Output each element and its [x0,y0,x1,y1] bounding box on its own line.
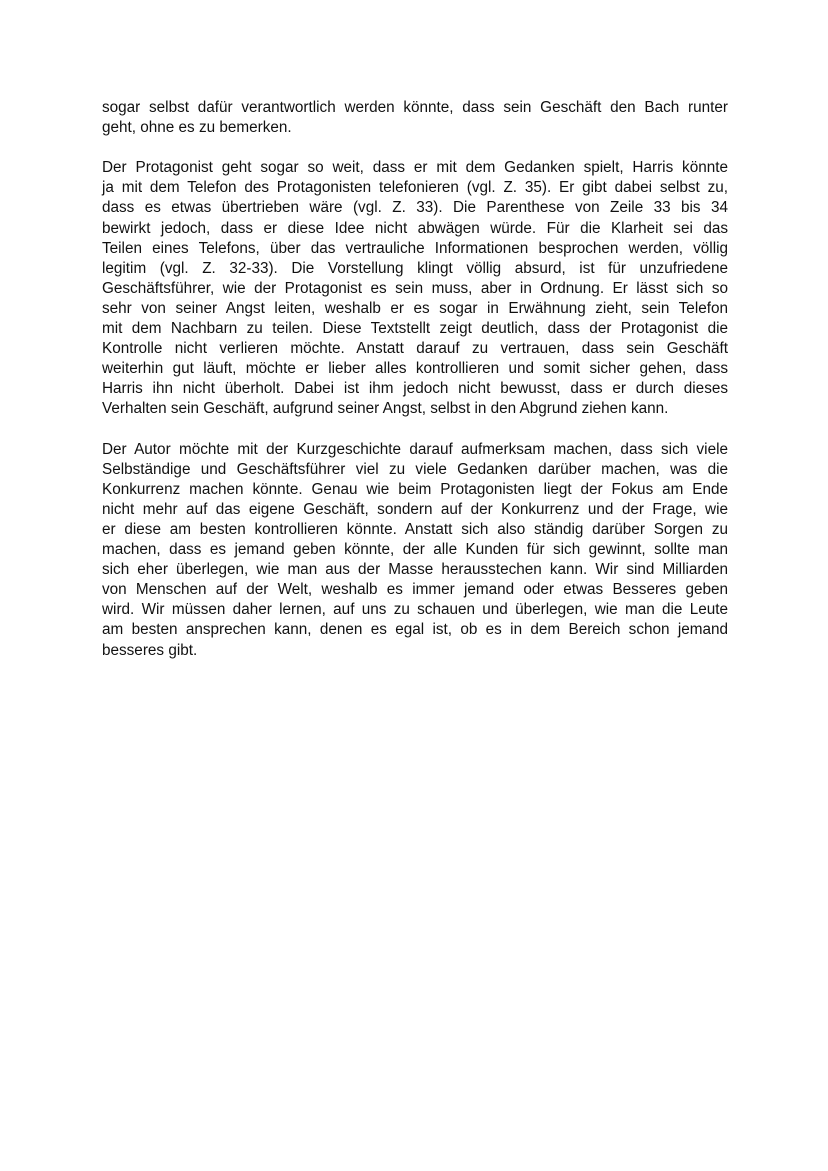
paragraph-3 [102,440,728,661]
text-line: mit dem Nachbarn zu teilen. Diese Textstellt zeigt deutlich, dass der Protagonist die [102,320,728,338]
text-line: Der Protagonist geht sogar so weit, dass er mit dem Gedanken spielt, Harris könnte [102,159,728,177]
text-line: Verhalten sein Geschäft, aufgrund seiner Angst, selbst in den Abgrund ziehen kann. [102,400,669,418]
text-line: von Menschen auf der Welt, weshalb es immer jemand oder etwas Besseres geben [102,581,728,599]
text-line: Konkurrenz machen könnte. Genau wie beim Protagonisten liegt der Fokus am Ende [102,480,728,498]
text-line: Kontrolle nicht verlieren möchte. Anstatt darauf zu vertrauen, dass sein Geschäft [102,340,728,358]
paragraph-1 [102,98,728,138]
document-body [102,98,728,681]
text-line: geht, ohne es zu bemerken. [102,119,292,137]
text-line: Selbständige und Geschäftsführer viel zu viele Gedanken darüber machen, was die [102,460,728,478]
text-line: bewirkt jedoch, dass er diese Idee nicht abwägen würde. Für die Klarheit sei das [102,219,728,237]
text-line: sich eher überlegen, wie man aus der Masse herausstechen kann. Wir sind Milliarden [102,561,728,579]
text-line: sogar selbst dafür verantwortlich werden könnte, dass sein Geschäft den Bach runter [102,99,728,116]
text-line: machen, dass es jemand geben könnte, der alle Kunden für sich gewinnt, sollte man [102,541,728,559]
text-line: Teilen eines Telefons, über das vertrauliche Informationen besprochen werden, völlig [102,239,728,257]
text-line: legitim (vgl. Z. 32-33). Die Vorstellung klingt völlig absurd, ist für unzufriedene [102,259,728,277]
text-line: Geschäftsführer, wie der Protagonist es sein muss, aber in Ordnung. Er lässt sich so [102,279,728,297]
paragraph-2 [102,158,728,419]
text-line: besseres gibt. [102,641,198,659]
text-line: nicht mehr auf das eigene Geschäft, sondern auf der Konkurrenz und der Frage, wie [102,500,728,518]
text-line: sehr von seiner Angst leiten, weshalb er es sogar in Erwähnung zieht, sein Telefon [102,299,728,317]
text-line: am besten ansprechen kann, denen es egal ist, ob es in dem Bereich schon jemand [102,621,728,639]
text-line: er diese am besten kontrollieren könnte. Anstatt sich also ständig darüber Sorgen zu [102,520,728,538]
text-line: Harris ihn nicht überholt. Dabei ist ihm jedoch nicht bewusst, dass er durch dieses [102,380,728,398]
text-line: Der Autor möchte mit der Kurzgeschichte darauf aufmerksam machen, dass sich viele [102,440,728,458]
text-line: dass es etwas übertrieben wäre (vgl. Z. 33). Die Parenthese von Zeile 33 bis 34 [102,199,728,217]
text-line: weiterhin gut läuft, möchte er lieber alles kontrollieren und somit sicher gehen, dass [102,360,728,378]
text-line: wird. Wir müssen daher lernen, auf uns zu schauen und überlegen, wie man die Leute [102,601,728,619]
text-line: ja mit dem Telefon des Protagonisten telefonieren (vgl. Z. 35). Er gibt dabei selbst zu, [102,179,728,197]
